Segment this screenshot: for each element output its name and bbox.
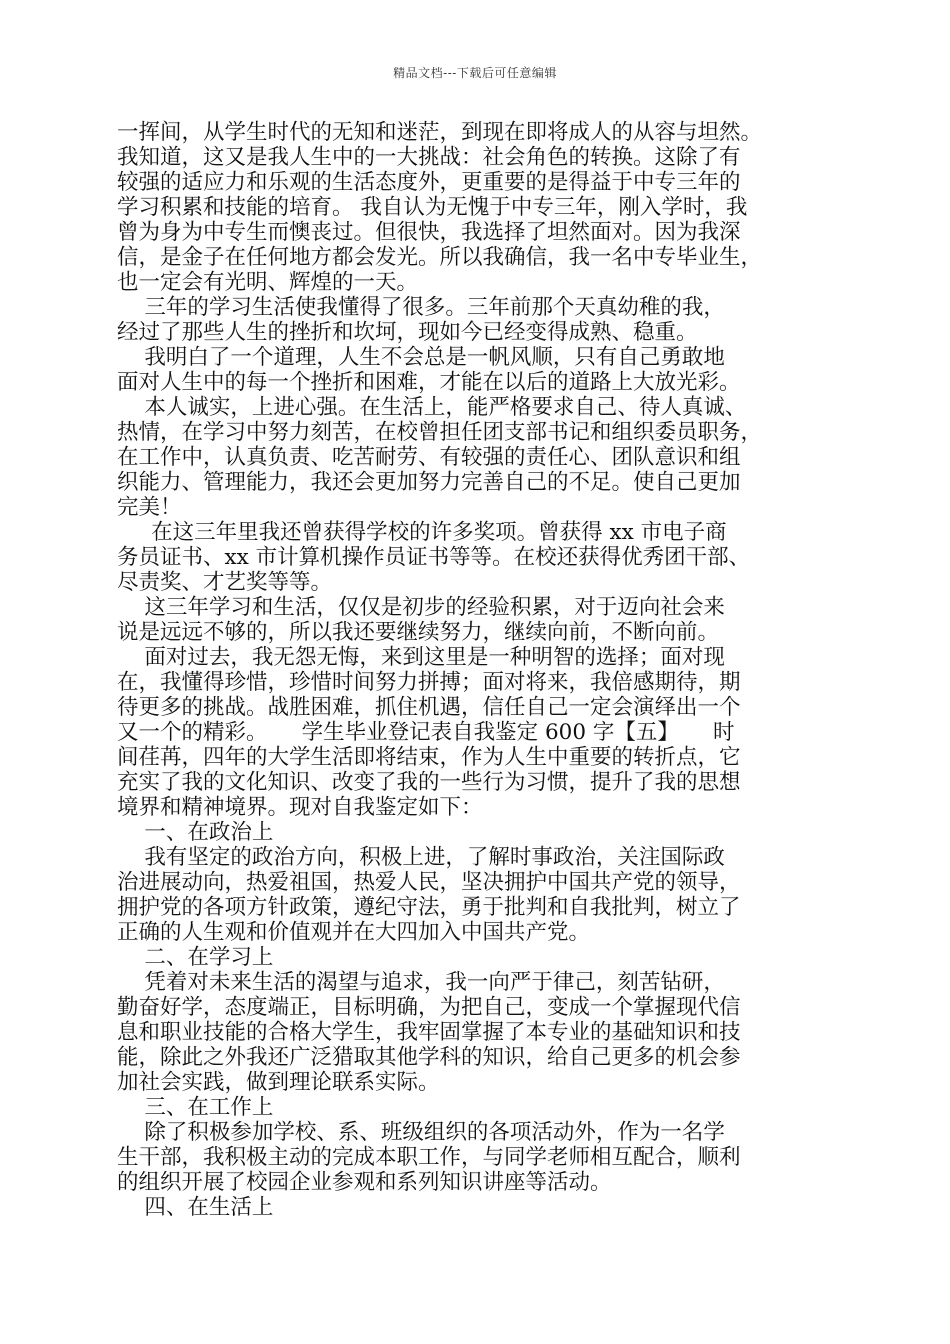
text-line: 的组织开展了校园企业参观和系列知识讲座等活动。	[117, 1170, 612, 1195]
text-line: 能，除此之外我还广泛猎取其他学科的知识，给自己更多的机会参	[117, 1045, 741, 1070]
text-line: 生干部，我积极主动的完成本职工作，与同学老师相互配合，顺利	[117, 1145, 741, 1170]
text-line: 在这三年里我还曾获得学校的许多奖项。曾获得 xx 市电子商	[117, 520, 727, 545]
document-body	[117, 120, 837, 1220]
text-line: 较强的适应力和乐观的生活态度外，更重要的是得益于中专三年的	[117, 170, 741, 195]
text-line: 也一定会有光明、辉煌的一天。	[117, 270, 419, 295]
text-line: 又一个的精彩。 学生毕业登记表自我鉴定 600 字【五】 时	[117, 720, 735, 745]
text-line: 勤奋好学，态度端正，目标明确，为把自己，变成一个掌握现代信	[117, 995, 741, 1020]
text-line: 三年的学习生活使我懂得了很多。三年前那个天真幼稚的我，	[117, 295, 725, 320]
text-line: 完美！	[117, 495, 182, 520]
text-line: 我有坚定的政治方向，积极上进，了解时事政治，关注国际政	[117, 845, 725, 870]
text-line: 拥护党的各项方针政策，遵纪守法，勇于批判和自我批判，树立了	[117, 895, 741, 920]
text-line: 尽责奖、才艺奖等等。	[117, 570, 333, 595]
text-line: 一挥间，从学生时代的无知和迷茫，到现在即将成人的从容与坦然。	[117, 120, 763, 145]
text-line: 曾为身为中专生而懊丧过。但很快，我选择了坦然面对。因为我深	[117, 220, 741, 245]
text-line: 充实了我的文化知识、改变了我的一些行为习惯，提升了我的思想	[117, 770, 741, 795]
text-line: 经过了那些人生的挫折和坎坷，现如今已经变得成熟、稳重。	[117, 320, 698, 345]
text-line: 待更多的挑战。战胜困难，抓住机遇，信任自己一定会演绎出一个	[117, 695, 741, 720]
text-line: 我知道，这又是我人生中的一大挑战：社会角色的转换。这除了有	[117, 145, 741, 170]
text-line: 面对人生中的每一个挫折和困难，才能在以后的道路上大放光彩。	[117, 370, 741, 395]
text-line: 在，我懂得珍惜，珍惜时间努力拼搏；面对将来，我倍感期待，期	[117, 670, 741, 695]
text-line: 说是远远不够的，所以我还要继续努力，继续向前，不断向前。	[117, 620, 720, 645]
section-heading-politics: 一、在政治上	[117, 820, 274, 845]
page-header: 精品文档---下载后可任意编辑	[393, 66, 557, 80]
text-line: 面对过去，我无怨无悔，来到这里是一种明智的选择；面对现	[117, 645, 725, 670]
text-line: 热情，在学习中努力刻苦，在校曾担任团支部书记和组织委员职务，	[117, 420, 763, 445]
text-line: 本人诚实，上进心强。在生活上，能严格要求自己、待人真诚、	[117, 395, 747, 420]
section-heading-life: 四、在生活上	[117, 1195, 274, 1220]
text-line: 在工作中，认真负责、吃苦耐劳、有较强的责任心、团队意识和组	[117, 445, 741, 470]
text-line: 境界和精神境界。现对自我鉴定如下：	[117, 795, 483, 820]
text-line: 息和职业技能的合格大学生，我牢固掌握了本专业的基础知识和技	[117, 1020, 741, 1045]
text-line: 我明白了一个道理，人生不会总是一帆风顺，只有自己勇敢地	[117, 345, 725, 370]
text-line: 学习积累和技能的培育。 我自认为无愧于中专三年，刚入学时，我	[117, 195, 748, 220]
section-heading-study: 二、在学习上	[117, 945, 274, 970]
text-line: 除了积极参加学校、系、班级组织的各项活动外，作为一名学	[117, 1120, 725, 1145]
text-line: 织能力、管理能力，我还会更加努力完善自己的不足。使自己更加	[117, 470, 741, 495]
text-line: 务员证书、xx 市计算机操作员证书等等。在校还获得优秀团干部、	[117, 545, 751, 570]
text-line: 间荏苒，四年的大学生活即将结束，作为人生中重要的转折点，它	[117, 745, 741, 770]
text-line: 凭着对未来生活的渴望与追求，我一向严于律己，刻苦钻研，	[117, 970, 725, 995]
section-heading-work: 三、在工作上	[117, 1095, 274, 1120]
text-line: 信，是金子在任何地方都会发光。所以我确信，我一名中专毕业生，	[117, 245, 763, 270]
text-line: 加社会实践，做到理论联系实际。	[117, 1070, 440, 1095]
text-line: 正确的人生观和价值观并在大四加入中国共产党。	[117, 920, 591, 945]
text-line: 这三年学习和生活，仅仅是初步的经验积累，对于迈向社会来	[117, 595, 725, 620]
text-line: 治进展动向，热爱祖国，热爱人民，坚决拥护中国共产党的领导，	[117, 870, 741, 895]
